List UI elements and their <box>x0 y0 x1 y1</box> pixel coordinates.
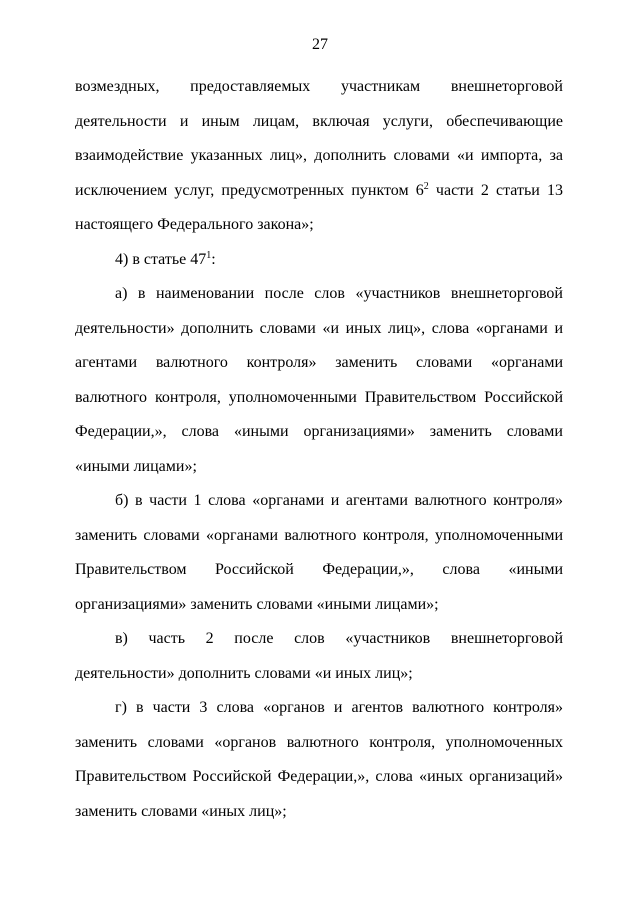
paragraph-subitem-v: в) часть 2 после слов «участников внешнеторговой деятельности» дополнить словами «и иных лиц»; <box>75 630 563 682</box>
paragraph-item-4 <box>75 243 563 278</box>
document-body <box>75 70 563 829</box>
paragraph-text-end: : <box>211 250 216 268</box>
superscript: 1 <box>206 249 212 261</box>
superscript: 2 <box>423 180 429 192</box>
paragraph-text: возмездных, предоставляемых участникам внешнеторговой деятельности и иным лицам, включая услуги, обеспечивающие взаимодействие указанных лиц», дополнить словами «и импорта, за исключением услуг, предусмотренных пунктом 6 <box>75 78 563 199</box>
paragraph-subitem-b: б) в части 1 слова «органами и агентами валютного контроля» заменить словами «органами валютного контроля, уполномоченными Правительством Российской Федерации,», слова «иными организациями» заменить словами «иными лицами»; <box>75 492 563 613</box>
page-number: 27 <box>312 36 328 53</box>
paragraph-text: 4) в статье 47 <box>115 250 207 268</box>
paragraph-subitem-g: г) в части 3 слова «органов и агентов валютного контроля» заменить словами «органов валютного контроля, уполномоченных Правительством Российской Федерации,», слова «иных организаций» заменить словами «иных лиц»; <box>75 699 563 820</box>
paragraph-text-end: части 2 статьи 13 настоящего Федерального закона»; <box>75 181 563 233</box>
paragraph-subitem-a: а) в наименовании после слов «участников внешнеторговой деятельности» дополнить словами «и иных лиц», слова «органами и агентами валютного контроля» заменить словами «органами валютного контроля, уполномоченными Правительством Российской Федерации,», слова «иными организациями» заменить словами «иными лицами»; <box>75 285 563 475</box>
paragraph-continuation <box>75 70 563 243</box>
